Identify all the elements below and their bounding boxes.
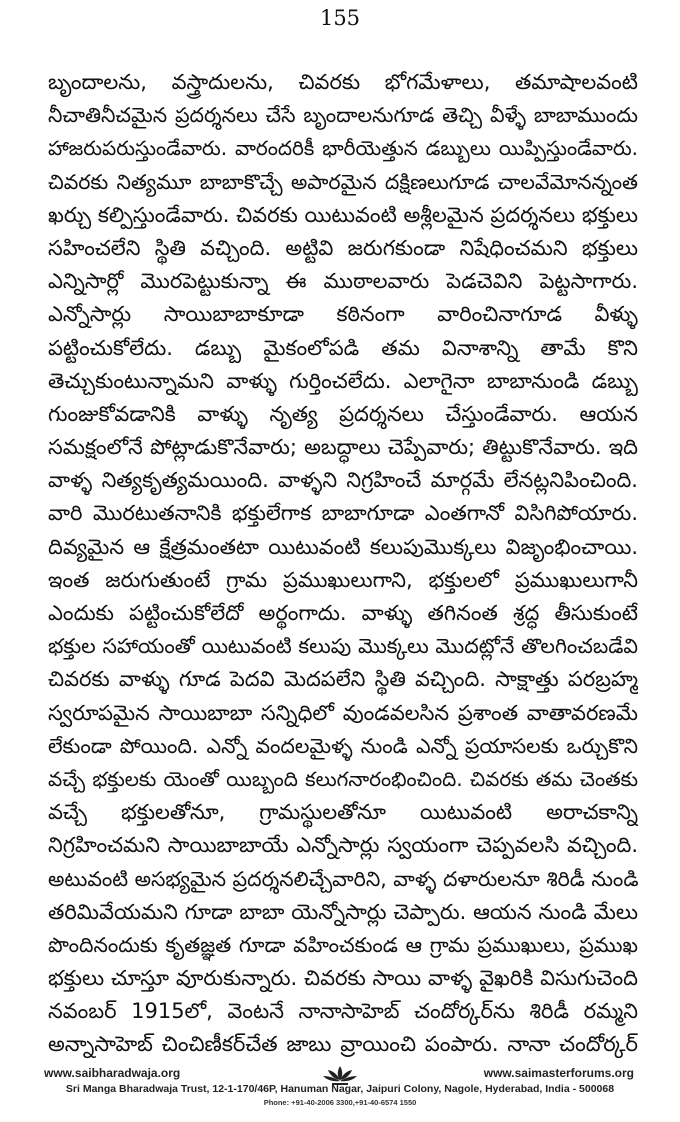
text-line: వచ్చే భక్తులకు యెంతో యిబ్బంది కలుగనారంభించింది. చివరకు తమ చెంతకు [48,766,638,791]
trust-address: Sri Manga Bharadwaja Trust, 12-1-170/46P, Hanuman Nagar, Jaipuri Colony, Nagole, Hyderabad, India - 500068 [65,1083,615,1095]
text-line: దివ్యమైన ఆ క్షేత్రమంతటా యిటువంటి కలుపుమొక్కలు విజృంభించాయి. [48,534,638,559]
text-line: వారి మొరటుతనానికి భక్తులేగాక బాబాగూడా ఎంతగానో విసిగిపోయారు. [48,501,638,526]
text-line: ఎందుకు పట్టించుకోలేదో అర్థంగాదు. వాళ్ళు తగినంత శ్రద్ధ తీసుకుంటే [48,601,638,625]
text-line: స్వరూపమైన సాయిబాబా సన్నిధిలో వుండవలసిన ప్రశాంత వాతావరణమే [48,700,638,725]
website-link-saimasterforums[interactable]: www.saimasterforums.org [483,1066,634,1080]
text-line: ఎన్నిసార్లో మొరపెట్టుకున్నా ఈ ముఠాలవారు పెడచెవిని పెట్టసాగారు. [48,269,638,294]
text-line: నీచాతినీచమైన ప్రదర్శనలు చేసే బృందాలనుగూడ తెచ్చి వీళ్ళే బాబాముందు [48,103,638,128]
text-line: లేకుండా పోయింది. ఎన్నో వందలమైళ్ళ నుండి ఎన్నో ప్రయాసలకు ఒర్చుకొని [48,733,638,758]
body-text [48,66,638,1062]
text-line: నిగ్రహించమని సాయిబాబాయే ఎన్నోసార్లు స్వయంగా చెప్పవలసి వచ్చింది. [48,833,638,858]
text-line: భక్తులు చూస్తూ వూరుకున్నారు. చివరకు సాయి వాళ్ళ వైఖరికి విసుగుచెంది [48,966,638,991]
text-line: సమక్షంలోనే పోట్లాడుకొనేవారు; అబద్ధాలు చెప్పేవారు; తిట్టుకొనేవారు. ఇది [48,435,638,460]
text-line: భక్తుల సహాయంతో యిటువంటి కలుపు మొక్కలు మొదట్లోనే తొలగించబడేవి [48,634,638,659]
text-line: పట్టించుకోలేదు. డబ్బు మైకంలోపడి తమ వినాశాన్ని తామే కొని [48,335,638,360]
text-line: సహించలేని స్థితి వచ్చింది. అట్టివి జరుగకుండా నిషేధించమని భక్తులు [48,235,638,260]
page-number: 155 [319,6,361,30]
trust-phone: Phone: +91-40-2006 3300,+91-40-6574 1550 [263,1098,417,1107]
text-line: ఎన్నోసార్లు సాయిబాబాకూడా కఠినంగా వారించినాగూడ వీళ్ళు [48,302,638,327]
text-line: తరిమివేయమని గూడా బాబా యెన్నోసార్లు చెప్పారు. ఆయన నుండి మేలు [48,899,638,924]
text-line: వచ్చే భక్తులతోనూ, గ్రామస్థులతోనూ యిటువంటి అరాచకాన్ని [48,800,638,825]
website-link-saibharadwaja[interactable]: www.saibharadwaja.org [44,1066,181,1080]
text-line: తెచ్చుకుంటున్నామని వాళ్ళు గుర్తించలేదు. ఎలాగైనా బాబానుండి డబ్బు [48,368,638,393]
text-line: చివరకు నిత్యమూ బాబాకొచ్చే అపారమైన దక్షిణలుగూడ చాలవేమోనన్నంత [48,169,638,194]
text-line: అన్నాసాహెబ్ చించిణీకర్‌చేత జాబు వ్రాయించి పంపారు. నానా చందోర్కర్ [48,1032,638,1057]
text-line: ఖర్చు కల్పిస్తుండేవారు. చివరకు యిటువంటి అశ్లీలమైన ప్రదర్శనలు భక్తులు [48,202,638,227]
text-line: ఇంత జరుగుతుంటే గ్రామ ప్రముఖులుగాని, భక్తులలో ప్రముఖులుగానీ [48,567,638,592]
page-footer [0,1064,680,1122]
text-line: పొందినందుకు కృతజ్ఞత గూడా వహించకుండ ఆ గ్రామ ప్రముఖులు, ప్రముఖ [48,932,638,957]
text-line: వాళ్ళ నిత్యకృత్యమయింది. వాళ్ళని నిగ్రహించే మార్గమే లేనట్లనిపించింది. [48,468,638,493]
text-line: బృందాలను, వస్త్రాదులను, చివరకు భోగమేళాలు, తమాషాలవంటి [48,70,638,94]
text-line: నవంబర్ 1915లో, వెంటనే నానాసాహెబ్ చందోర్కర్‌ను శిరిడీ రమ్మని [48,999,638,1024]
text-line: అటువంటి అసభ్యమైన ప్రదర్శనలిచ్చేవారిని, వాళ్ళ దళారులనూ శిరిడీ నుండి [48,866,638,891]
text-line: హాజరుపరుస్తుండేవారు. వారందరికీ భారీయెత్తున డబ్బులు యిప్పిస్తుండేవారు. [48,136,638,161]
text-line: గుంజుకోవడానికి వాళ్ళు నృత్య ప్రదర్శనలు చేస్తుండేవారు. ఆయన [48,401,638,426]
text-line: చివరకు వాళ్ళు గూడ పెదవి మెదపలేని స్థితి వచ్చింది. సాక్షాత్తు పరబ్రహ్మ [48,667,638,692]
